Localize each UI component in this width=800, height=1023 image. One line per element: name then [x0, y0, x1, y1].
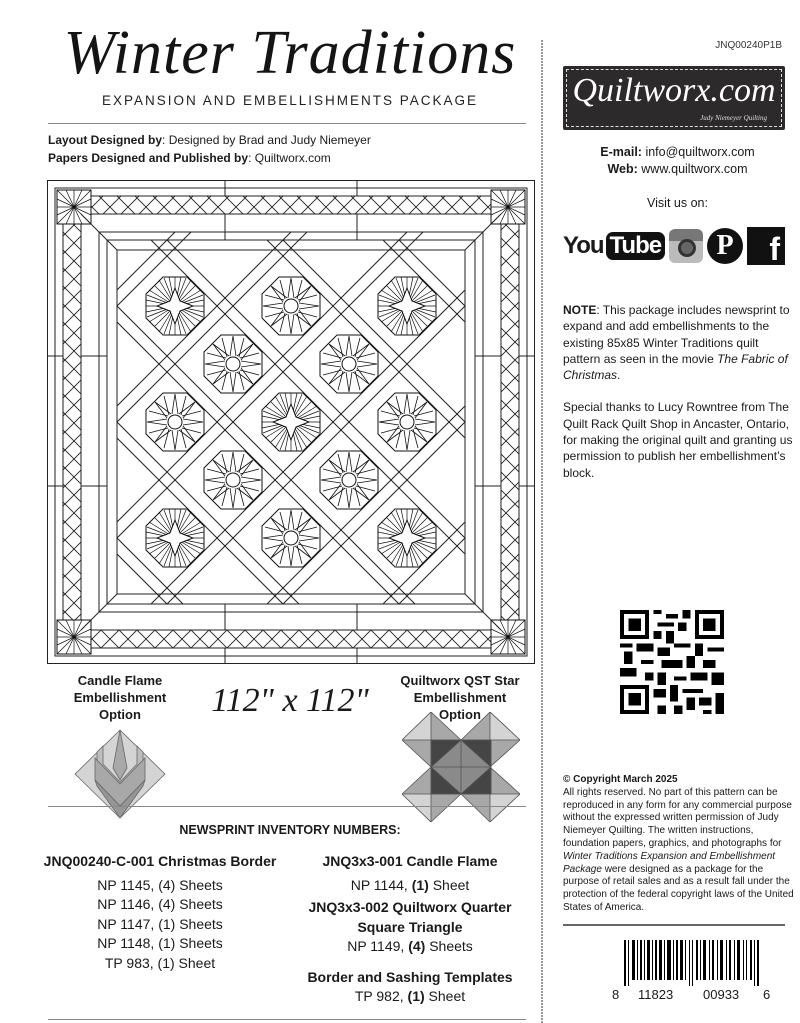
qr-code-icon[interactable]	[620, 610, 724, 714]
visit-label: Visit us on:	[647, 196, 708, 210]
quilt-layout-diagram	[47, 180, 535, 664]
barcode-digit-system: 8	[612, 987, 620, 1002]
barcode-icon	[610, 940, 790, 986]
inventory-item: NP 1148, (1) Sheets	[97, 935, 223, 951]
inventory-item: NP 1147, (1) Sheets	[97, 915, 223, 932]
candle-flame-option-label: Candle Flame Embellishment Option	[73, 673, 167, 722]
barcode-digits-right: 00933	[703, 987, 740, 1002]
logo-tagline: Judy Niemeyer Quilting	[700, 114, 767, 122]
copyright-divider	[563, 924, 785, 926]
inventory-title: NEWSPRINT INVENTORY NUMBERS:	[179, 823, 401, 837]
logo-brand: Quiltworx.com	[572, 72, 776, 109]
package-note: NOTE: This package includes newsprint to expand and add embellishments to the existing 85x85 Winter Traditions quilt pattern as seen in the movie The Fabric of Christmas. Special thanks to Lucy Rowntree from The Quilt Rack Quilt Shop in Ancaster, Ontario, for making the original quilt and granting us permission to publish her embellishment’s block.	[563, 302, 795, 497]
qst-star-option-label: Quiltworx QST Star Embellishment Option	[400, 673, 520, 722]
upc-barcode	[610, 940, 790, 1000]
footer-divider	[48, 1019, 526, 1020]
instagram-icon[interactable]	[669, 229, 703, 263]
column-divider	[541, 40, 543, 1023]
credit-layout: Layout Designed by: Designed by Brad and Judy Niemeyer	[48, 133, 371, 147]
pinterest-icon[interactable]: P	[707, 228, 743, 264]
options-divider	[48, 806, 526, 807]
inventory-item: NP 1149, (4) Sheets	[347, 938, 473, 954]
inventory-heading: Border and Sashing Templates	[307, 968, 513, 985]
inventory-left	[40, 852, 280, 973]
copyright-notice: © Copyright March 2025 All rights reserved. No part of this pattern can be reproduced in any form for any commercial purpose without the expressed written permission of Judy Niemeyer Quilting. The written instructions, foundation papers, graphics, and photographs for Winter Traditions Expansion and Embellishment Package were designed as a package for the purpose of retail sales and as a result fall under the protection of the federal copyright laws of the United States of America.	[563, 774, 794, 913]
pattern-title: Winter Traditions	[63, 19, 517, 87]
header-divider	[48, 123, 526, 124]
social-links	[563, 226, 785, 266]
thanks-text: Special thanks to Lucy Rowntree from The Quilt Rack Quilt Shop in Ancaster, Ontario, for making the original quilt and granting us permission to publish her embellishment’s block.	[563, 400, 793, 480]
quiltworx-logo[interactable]	[563, 66, 785, 130]
inventory-right	[300, 852, 520, 1007]
contact-info: E-mail: info@quiltworx.com Web: www.quiltworx.com	[600, 145, 755, 176]
inventory-item: TP 983, (1) Sheet	[104, 954, 216, 971]
facebook-icon[interactable]: f	[747, 227, 785, 265]
barcode-digits-left: 11823	[638, 987, 674, 1002]
credit-papers: Papers Designed and Published by: Quiltworx.com	[48, 151, 331, 165]
pattern-code: JNQ00240P1B	[715, 40, 782, 51]
barcode-check-digit: 6	[763, 987, 771, 1002]
inventory-item: NP 1144, (1) Sheet	[350, 876, 470, 893]
finished-size: 112" x 112"	[211, 682, 369, 719]
web-link[interactable]: www.quiltworx.com	[641, 162, 748, 176]
copyright-title: © Copyright March 2025	[563, 774, 678, 785]
inventory-heading: JNQ3x3-002 Quiltworx Quarter Square Triangle	[308, 899, 512, 935]
inventory-heading: JNQ3x3-001 Candle Flame	[322, 853, 498, 869]
inventory-heading: JNQ00240-C-001 Christmas Border	[43, 853, 277, 869]
inventory-item: NP 1145, (4) Sheets	[97, 876, 223, 893]
pattern-subtitle: EXPANSION AND EMBELLISHMENTS PACKAGE	[101, 93, 479, 108]
inventory-item: NP 1146, (4) Sheets	[97, 896, 223, 912]
inventory-item: TP 982, (1) Sheet	[354, 988, 466, 1004]
email-link[interactable]: info@quiltworx.com	[645, 145, 755, 159]
youtube-icon[interactable]: You Tube	[563, 232, 665, 260]
credits	[48, 131, 371, 167]
